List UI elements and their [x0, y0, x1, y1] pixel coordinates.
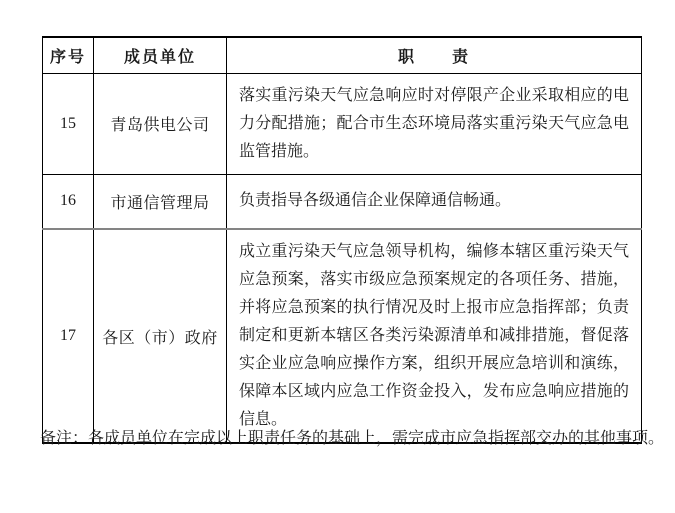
table-row [43, 73, 642, 174]
cell-serial-number: 17 [43, 229, 94, 443]
cell-member-unit: 各区（市）政府 [94, 229, 227, 443]
cell-duty-text: 成立重污染天气应急领导机构，编修本辖区重污染天气应急预案，落实市级应急预案规定的各项任务、措施，并将应急预案的执行情况及时上报市应急指挥部；负责制定和更新本辖区各类污染源清单和减排措施，督促落实企业应急响应操作方案，组织开展应急培训和演练，保障本区域内应急工作资金投入，发布应急响应措施的信息。 [227, 229, 642, 443]
responsibility-table [42, 36, 642, 444]
cell-member-unit: 青岛供电公司 [94, 73, 227, 174]
cell-duty-text: 落实重污染天气应急响应时对停限产企业采取相应的电力分配措施；配合市生态环境局落实重污染天气应急电监管措施。 [227, 73, 642, 174]
remark-note [40, 426, 673, 452]
remark-label: 备注： [40, 430, 89, 447]
col-header-duty: 职 责 [227, 37, 642, 73]
col-header-unit: 成员单位 [94, 37, 227, 73]
cell-member-unit: 市通信管理局 [94, 174, 227, 229]
table-row [43, 229, 642, 443]
cell-serial-number: 16 [43, 174, 94, 229]
remark-text: 各成员单位在完成以上职责任务的基础上，需完成市应急指挥部交办的其他事项。 [88, 430, 665, 447]
cell-duty-text: 负责指导各级通信企业保障通信畅通。 [227, 174, 642, 229]
table-row [43, 174, 642, 229]
table-header-row [43, 37, 642, 73]
col-header-serial: 序号 [43, 37, 94, 73]
cell-serial-number: 15 [43, 73, 94, 174]
